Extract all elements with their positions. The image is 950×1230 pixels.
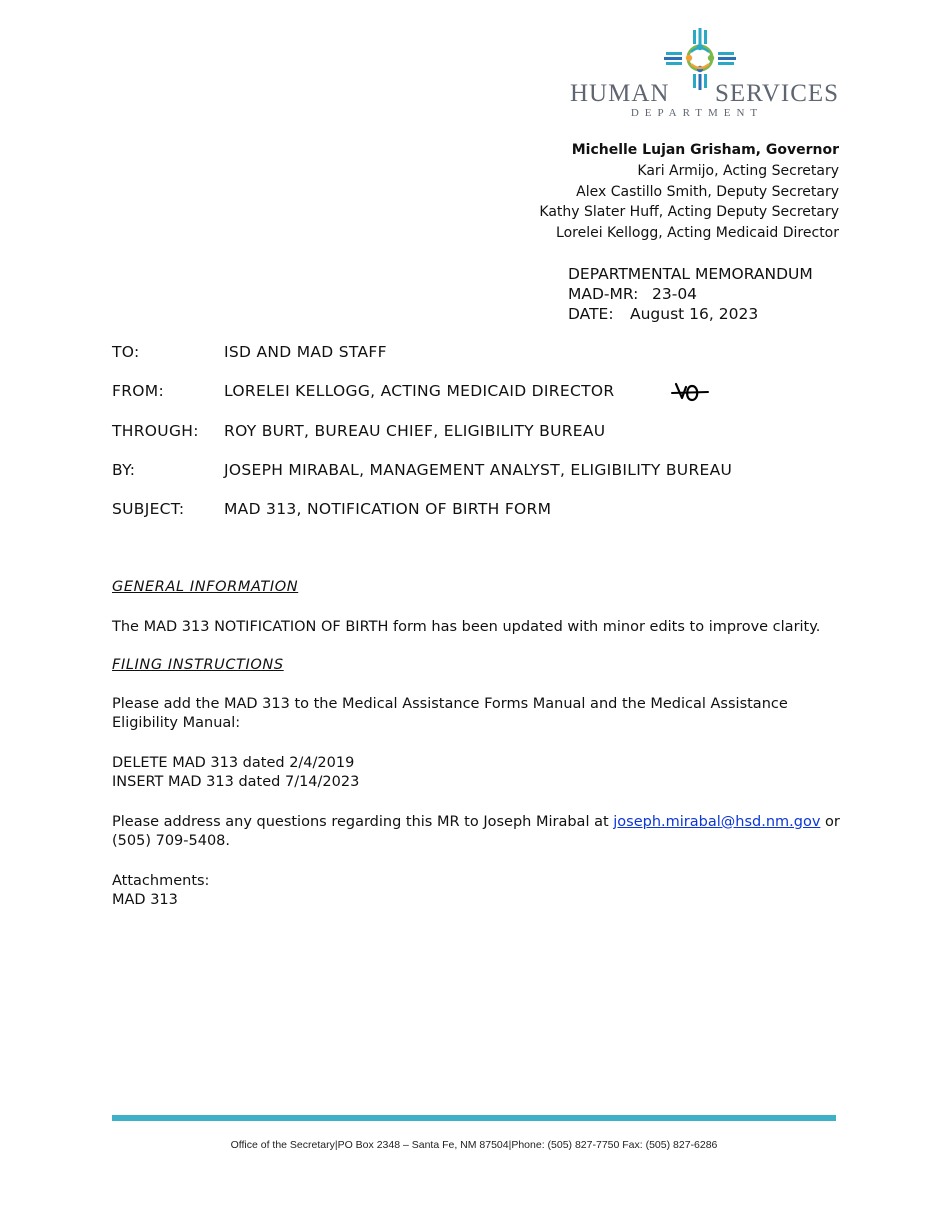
routing-from — [112, 381, 852, 420]
hsd-logo — [570, 28, 840, 123]
routing-label: SUBJECT: — [112, 500, 185, 519]
routing-block — [112, 342, 852, 538]
official-line: Alex Castillo Smith, Deputy Secretary — [576, 183, 839, 200]
routing-subject — [112, 499, 852, 538]
routing-value: LORELEI KELLOGG, ACTING MEDICAID DIRECTOR — [224, 382, 615, 401]
routing-label: BY: — [112, 460, 136, 479]
routing-value: MAD 313, NOTIFICATION OF BIRTH FORM — [224, 500, 552, 519]
routing-label: THROUGH: — [112, 421, 199, 440]
general-information-text: The MAD 313 NOTIFICATION OF BIRTH form has been updated with minor edits to improve clarity. — [112, 618, 821, 635]
official-line: Kathy Slater Huff, Acting Deputy Secretary — [539, 204, 839, 221]
routing-value: ROY BURT, BUREAU CHIEF, ELIGIBILITY BUREAU — [224, 421, 606, 440]
logo-word-human: HUMAN — [570, 80, 670, 107]
memo-number-row — [568, 284, 813, 304]
insert-line: INSERT MAD 313 dated 7/14/2023 — [112, 774, 360, 790]
questions-prefix: Please address any questions regarding this MR to Joseph Mirabal at — [112, 813, 614, 830]
memo-date-label: DATE: — [568, 305, 614, 323]
routing-through — [112, 421, 852, 460]
filing-instructions-heading: FILING INSTRUCTIONS — [112, 657, 284, 673]
routing-by — [112, 460, 852, 499]
officials-list — [539, 140, 839, 244]
footer-divider-bar — [112, 1115, 836, 1121]
governor-line: Michelle Lujan Grisham, Governor — [571, 142, 839, 158]
memo-date-value: August 16, 2023 — [630, 305, 759, 323]
delete-line: DELETE MAD 313 dated 2/4/2019 — [112, 754, 355, 771]
routing-label: FROM: — [112, 382, 164, 401]
attachments-label: Attachments: — [112, 872, 210, 889]
logo-word-services: SERVICES — [715, 80, 840, 107]
general-information-heading: GENERAL INFORMATION — [112, 579, 299, 595]
routing-to — [112, 342, 852, 381]
official-line: Lorelei Kellogg, Acting Medicaid Director — [556, 225, 839, 242]
handwritten-initials-signature — [668, 378, 710, 406]
footer-address: Office of the Secretary|PO Box 2348 – Santa Fe, NM 87504|Phone: (505) 827-7750 Fax: (505) 827-6286 — [230, 1139, 718, 1151]
routing-value: JOSEPH MIRABAL, MANAGEMENT ANALYST, ELIGIBILITY BUREAU — [224, 460, 733, 479]
logo-subtitle: DEPARTMENT — [630, 107, 764, 119]
routing-value: ISD AND MAD STAFF — [224, 343, 387, 361]
memo-number-value: 23-04 — [652, 285, 698, 303]
memo-title: DEPARTMENTAL MEMORANDUM — [568, 265, 813, 283]
memo-date-row — [568, 304, 813, 324]
official-line: Kari Armijo, Acting Secretary — [637, 162, 839, 179]
memo-body — [112, 578, 852, 911]
questions-suffix: or (505) 709-5408. — [112, 813, 840, 849]
attachments-value: MAD 313 — [112, 892, 178, 908]
memo-header — [568, 264, 813, 324]
memo-number-label: MAD-MR: — [568, 285, 639, 303]
routing-label: TO: — [112, 343, 140, 361]
email-link[interactable]: joseph.mirabal@hsd.nm.gov — [613, 813, 821, 830]
questions-text — [112, 813, 852, 852]
filing-instructions-text: Please add the MAD 313 to the Medical Assistance Forms Manual and the Medical Assistance Eligibility Manual: — [112, 695, 788, 731]
